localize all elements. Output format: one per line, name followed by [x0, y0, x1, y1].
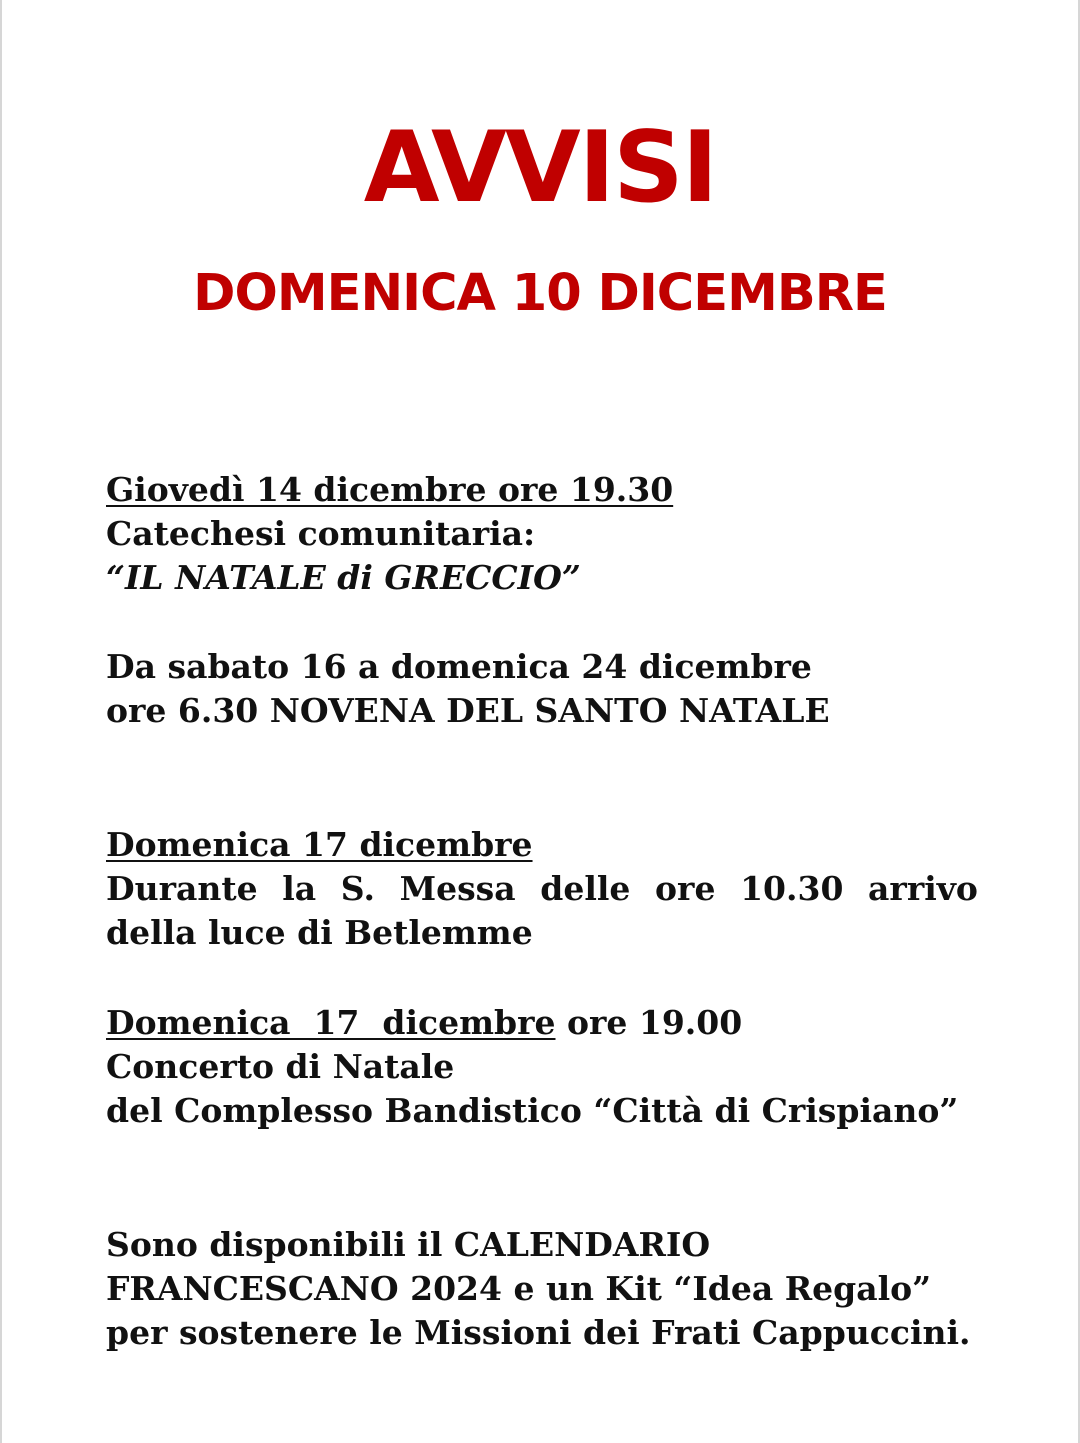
novena-line-2: ore 6.30 NOVENA DEL SANTO NATALE	[106, 691, 830, 730]
luce-word: arrivo	[868, 869, 978, 908]
page-subtitle: DOMENICA 10 DICEMBRE	[193, 264, 887, 323]
catechesi-date: Giovedì 14 dicembre ore 19.30	[106, 470, 674, 509]
luce-word: Durante	[106, 869, 258, 908]
luce-word: Messa	[399, 869, 516, 908]
luce-line-2: della luce di Betlemme	[106, 913, 533, 952]
luce-line-1	[106, 867, 978, 911]
concerto-heading	[106, 1001, 742, 1045]
novena-line-1: Da sabato 16 a domenica 24 dicembre	[106, 647, 812, 686]
calendario-line-3: per sostenere le Missioni dei Frati Cappuccini.	[106, 1313, 971, 1352]
luce-word: ore	[655, 869, 716, 908]
luce-word: la	[282, 869, 317, 908]
luce-word: 10.30	[740, 869, 844, 908]
page-title: AVVISI	[363, 111, 717, 225]
calendario-line-1: Sono disponibili il CALENDARIO	[106, 1225, 711, 1264]
luce-word: delle	[540, 869, 631, 908]
concerto-date: Domenica 17 dicembre	[106, 1003, 556, 1042]
luce-word: S.	[340, 869, 375, 908]
luce-date: Domenica 17 dicembre	[106, 825, 533, 864]
concerto-line-2: del Complesso Bandistico “Città di Crispiano”	[106, 1091, 959, 1130]
concerto-time: ore 19.00	[555, 1003, 743, 1042]
catechesi-line-2: “IL NATALE di GRECCIO”	[106, 558, 581, 597]
concerto-line-1: Concerto di Natale	[106, 1047, 455, 1086]
catechesi-line-1: Catechesi comunitaria:	[106, 514, 536, 553]
calendario-line-2: FRANCESCANO 2024 e un Kit “Idea Regalo”	[106, 1269, 932, 1308]
